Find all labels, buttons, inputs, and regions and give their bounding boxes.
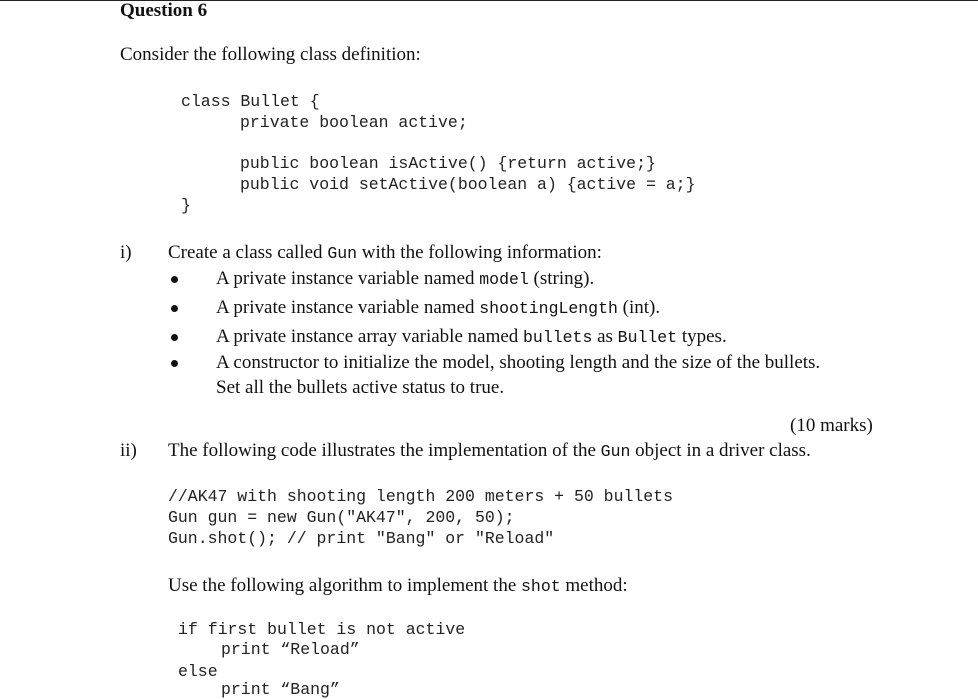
list-item-text-continued: Set all the bullets active status to true. [216,377,505,398]
bullet-point-icon [171,305,178,312]
code-line: public void setActive(boolean a) {active = a;} [240,175,696,194]
code-line: print “Bang” [221,680,340,699]
list-item-text: A constructor to initialize the model, shooting length and the size of the bullets. [216,352,821,373]
code-line: } [181,196,191,215]
question-title: Question 6 [120,0,208,21]
marks-label: (10 marks) [790,415,873,436]
part-i-label: i) [120,242,132,263]
bullet-point-icon [171,360,178,367]
code-line: class Bullet { [181,92,320,111]
part-i-intro: Create a class called Gun with the following information: [168,242,602,263]
list-item-text: A private instance variable named model (string). [216,268,595,289]
part-ii-intro: The following code illustrates the implementation of the Gun object in a driver class. [168,440,811,461]
code-line: //AK47 with shooting length 200 meters + 50 bullets [168,487,673,506]
question-intro: Consider the following class definition: [120,44,421,65]
code-line: else [178,662,218,681]
bullet-point-icon [171,276,178,283]
list-item-text: A private instance variable named shootingLength (int). [216,297,661,318]
code-line: private boolean active; [240,113,468,132]
code-line: Gun gun = new Gun("AK47", 200, 50); [168,508,515,527]
list-item-text: A private instance array variable named bullets as Bullet types. [216,326,727,347]
algorithm-intro: Use the following algorithm to implement the shot method: [168,575,628,596]
code-line: Gun.shot(); // print "Bang" or "Reload" [168,529,555,548]
code-line: if first bullet is not active [178,620,466,639]
code-line: print “Reload” [221,640,360,659]
part-ii-label: ii) [120,440,137,461]
code-line: public boolean isActive() {return active;} [240,154,656,173]
bullet-point-icon [171,334,178,341]
